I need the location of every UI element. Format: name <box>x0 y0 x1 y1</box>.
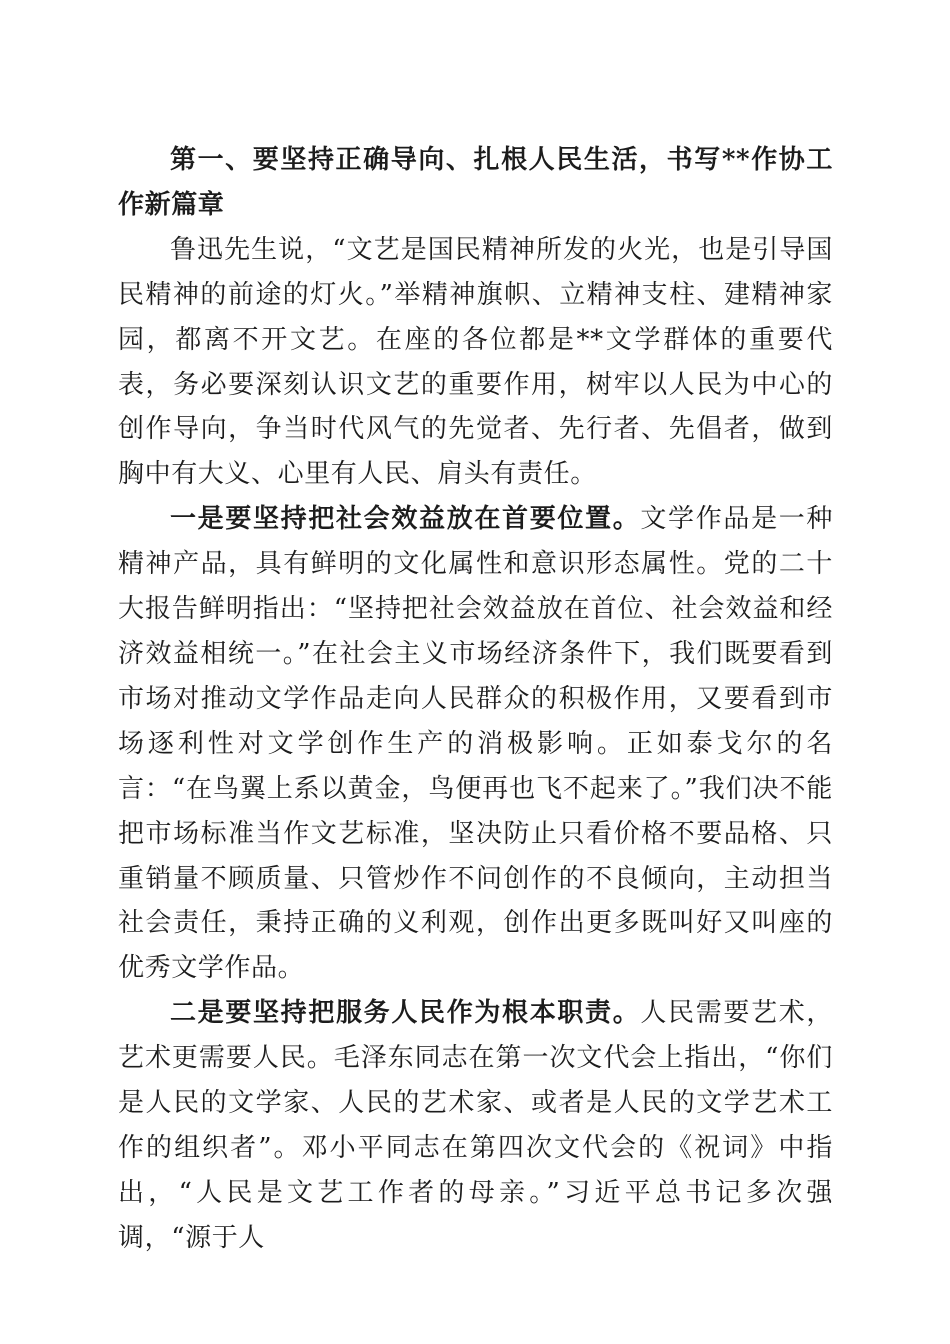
paragraph-3 <box>118 991 833 1260</box>
paragraph-3-text: 人民需要艺术，艺术更需要人民。毛泽东同志在第一次文代会上指出，“你们是人民的文学家、人民的艺术家、或者是人民的文学艺术工作的组织者”。邓小平同志在第四次文代会的《祝词》中指出，“人民是文艺工作者的母亲。”习近平总书记多次强调，“源于人 <box>118 998 834 1253</box>
paragraph-2 <box>118 497 833 991</box>
paragraph-3-lead: 二是要坚持把服务人民作为根本职责。 <box>170 998 641 1029</box>
document-body <box>118 138 833 1261</box>
paragraph-1-text: 鲁迅先生说，“文艺是国民精神所发的火光，也是引导国民精神的前途的灯火。”举精神旗帜、立精神支柱、建精神家园，都离不开文艺。在座的各位都是**文学群体的重要代表，务必要深刻认识文艺的重要作用，树牢以人民为中心的创作导向，争当时代风气的先觉者、先行者、先倡者，做到胸中有大义、心里有人民、肩头有责任。 <box>118 234 833 490</box>
paragraph-2-lead: 一是要坚持把社会效益放在首要位置。 <box>170 504 641 535</box>
paragraph-1 <box>118 228 833 497</box>
section-heading: 第一、要坚持正确导向、扎根人民生活，书写**作协工作新篇章 <box>118 145 833 220</box>
paragraph-2-text: 文学作品是一种精神产品，具有鲜明的文化属性和意识形态属性。党的二十大报告鲜明指出：“坚持把社会效益放在首位、社会效益和经济效益相统一。”在社会主义市场经济条件下，我们既要看到市场对推动文学作品走向人民群众的积极作用，又要看到市场逐利性对文学创作生产的消极影响。正如泰戈尔的名言：“在鸟翼上系以黄金，鸟便再也飞不起来了。”我们决不能把市场标准当作文艺标准，坚决防止只看价格不要品格、只重销量不顾质量、只管炒作不问创作的不良倾向，主动担当社会责任，秉持正确的义利观，创作出更多既叫好又叫座的优秀文学作品。 <box>118 504 834 984</box>
